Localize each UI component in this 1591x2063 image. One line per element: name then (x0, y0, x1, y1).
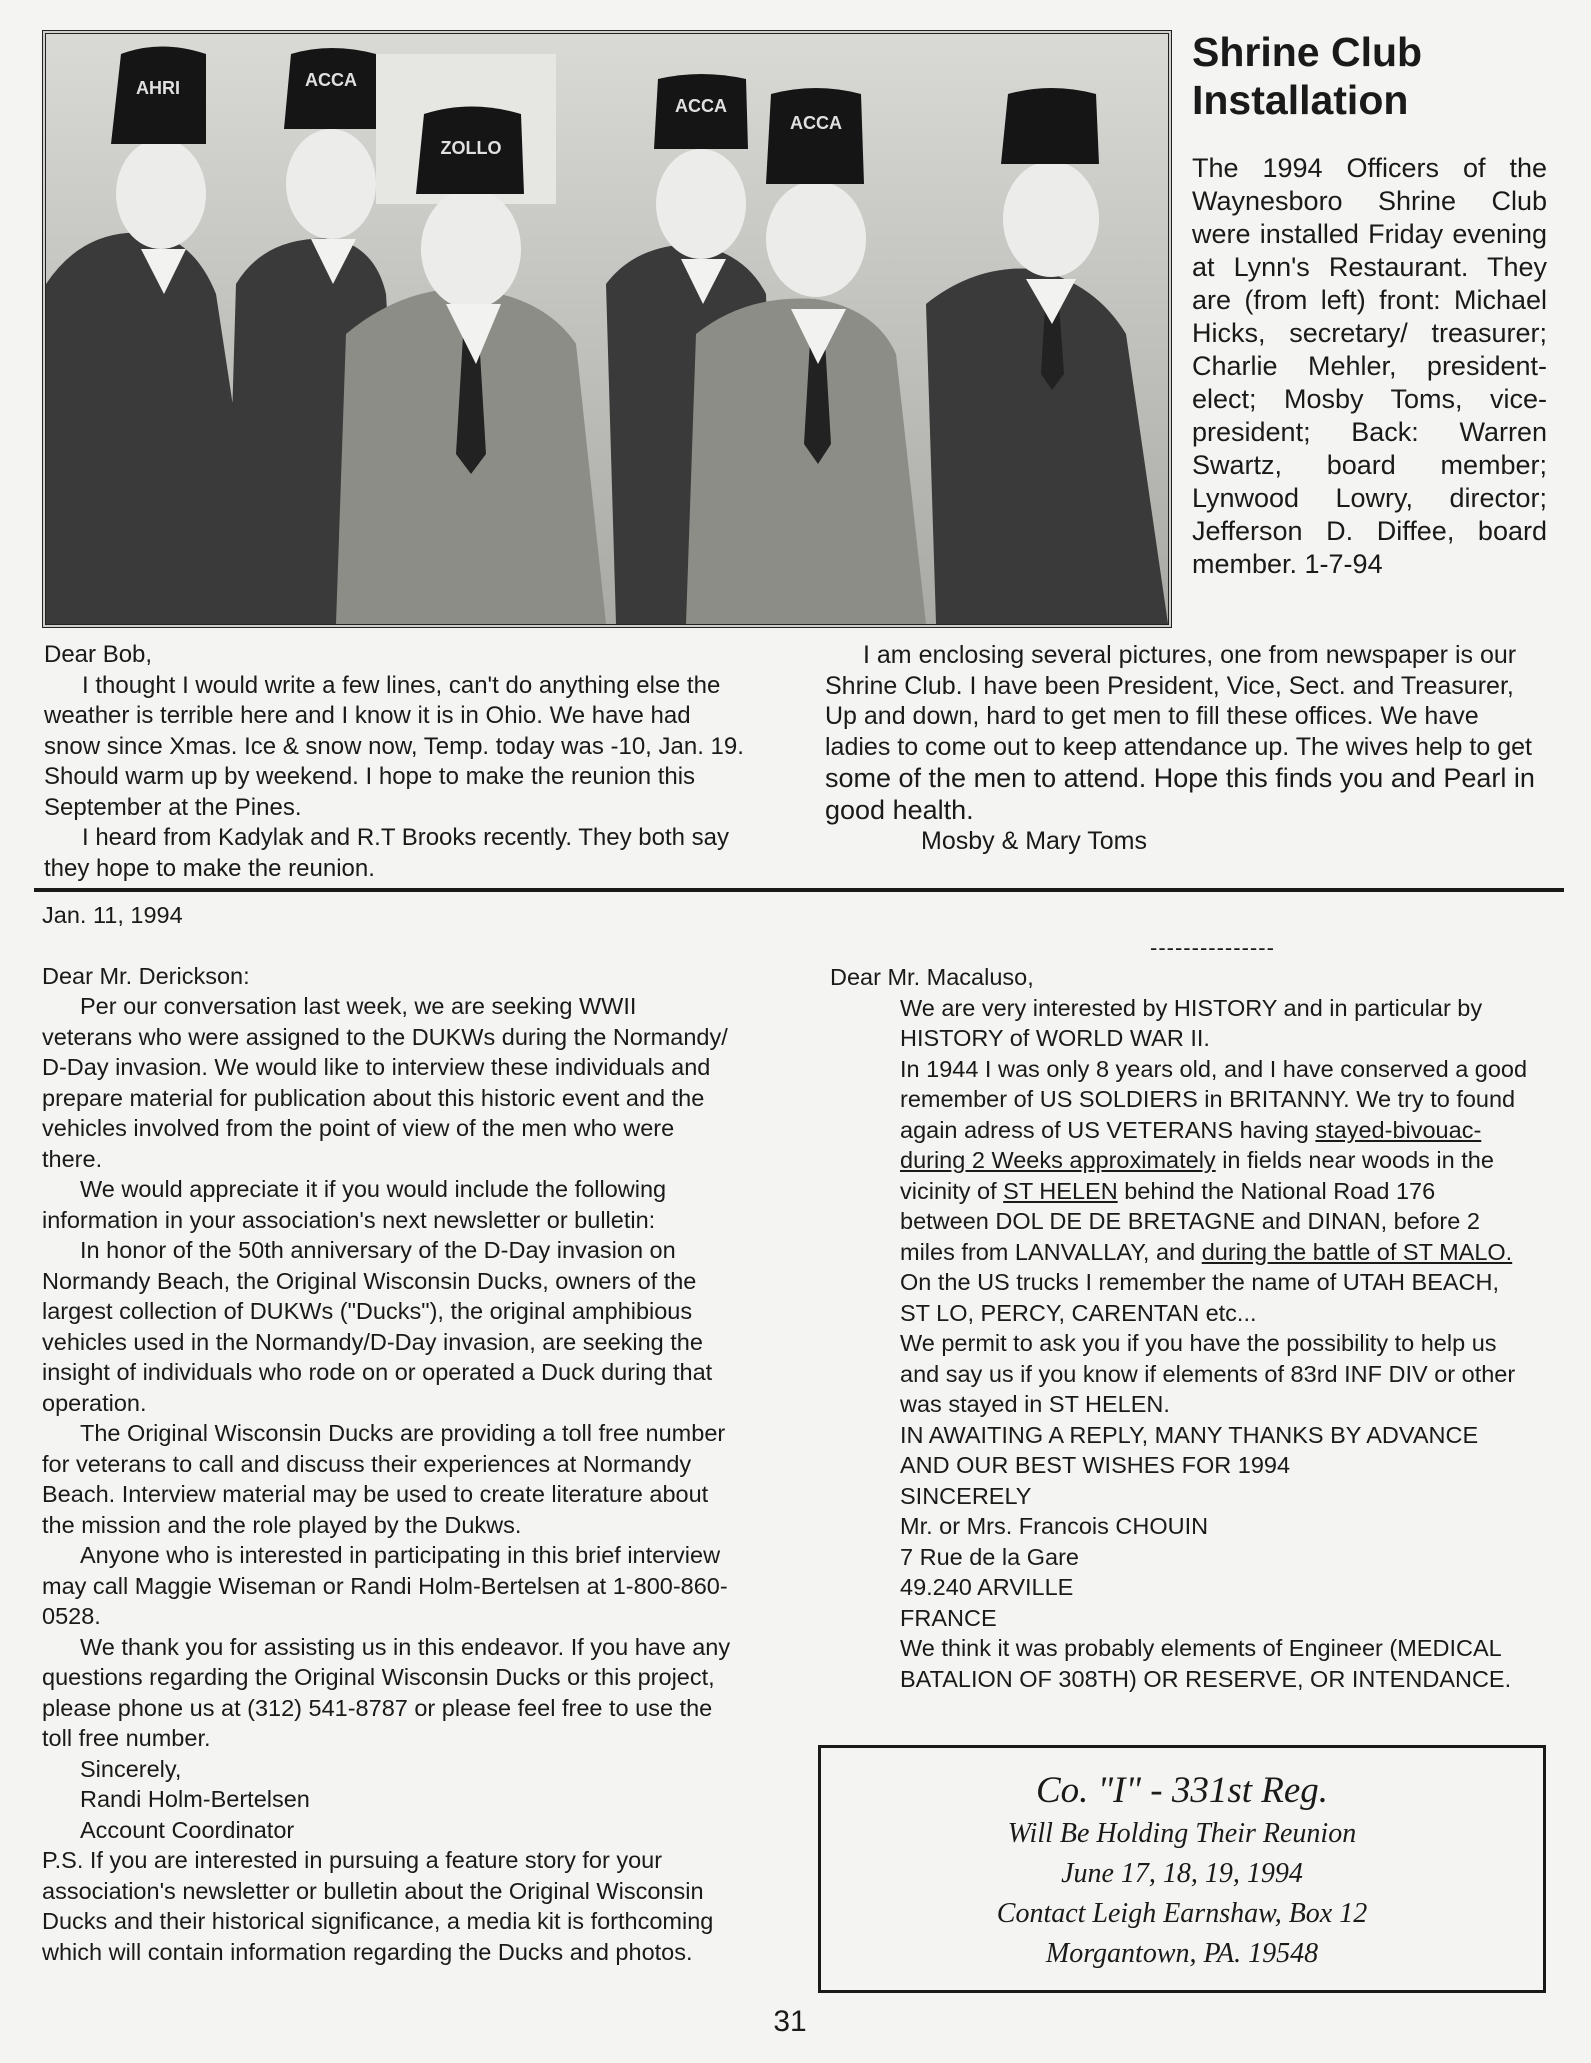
ducks-name: Randi Holm-Bertelsen (80, 1786, 310, 1812)
shrine-title-line1: Shrine Club (1192, 29, 1423, 75)
chouin-text: behind the National Road 176 between DOL DE DE BRETAGNE and DINAN, before 2 miles from LANVALLAY, and (900, 1177, 1480, 1265)
fez-text: ACCA (305, 70, 357, 90)
chouin-address: 7 Rue de la Gare (900, 1543, 1079, 1570)
ducks-paragraph: Per our conversation last week, we are seeking WWII veterans who were assigned to the DUKWs during the Normandy/ D-Day invasion. We would like to interview these individuals and prepare material for publication about this historic event and the vehicles involved from the point of view of the men who were there. (42, 993, 728, 1172)
chouin-paragraph: We think it was probably elements of Engineer (MEDICAL BATALION OF 308TH) OR RESERVE, OR INTENDANCE. (900, 1635, 1512, 1692)
reunion-contact: Contact Leigh Earnshaw, Box 12 (996, 1898, 1368, 1929)
chouin-salutation: Dear Mr. Macaluso, (830, 964, 1034, 990)
bob-salutation: Dear Bob, (44, 641, 153, 668)
section-divider (34, 888, 1564, 892)
ducks-salutation: Dear Mr. Derickson: (42, 962, 250, 989)
chouin-address: FRANCE (900, 1604, 997, 1631)
shrine-title-line2: Installation (1192, 77, 1409, 123)
ducks-paragraph: In honor of the 50th anniversary of the D-Day invasion on Normandy Beach, the Original Wisconsin Ducks, owners of the largest collection of DUKWs ("Ducks"), the original amphibious vehicles used in the Normandy/D-Day invasion, are seeking the insight of individuals who rode on or operated a Duck during that operation. (42, 1237, 713, 1416)
chouin-paragraph (830, 1054, 1530, 1268)
ducks-paragraph: Anyone who is interested in participating in this brief interview may call Maggie Wiseman or Randi Holm-Bertelsen at 1-800-860-0528. (42, 1542, 728, 1629)
fez-text: ACCA (675, 96, 727, 116)
shrine-club-title (1192, 28, 1562, 124)
dashes-separator: --------------- (1150, 935, 1275, 960)
shrine-caption: The 1994 Officers of the Waynesboro Shrine Club were installed Friday evening at Lynn's Restaurant. They are (from left) front: Michael Hicks, secretary/ treasurer; Charlie Mehler, president-elect; Mosby Toms, vice-president; Back: Warren Swartz, board member; Lynwood Lowry, director; Jefferson D. Diffee, board member. 1-7-94 (1192, 153, 1547, 579)
ducks-paragraph: We thank you for assisting us in this endeavor. If you have any questions regarding the Original Wisconsin Ducks or this project, please phone us at (312) 541-8787 or please feel free to use the toll free number. (42, 1633, 731, 1751)
reunion-address: Morgantown, PA. 19548 (1045, 1938, 1319, 1969)
ducks-paragraph: The Original Wisconsin Ducks are providing a toll free number for veterans to call and discuss their experiences at Normandy Beach. Interview material may be used to create literature about the mission and the role played by the Dukws. (42, 1420, 726, 1538)
mosby-signature: Mosby & Mary Toms (921, 827, 1147, 855)
fez-text: ACCA (790, 113, 842, 133)
chouin-paragraph: On the US trucks I remember the name of UTAH BEACH, ST LO, PERCY, CARENTAN etc... (900, 1269, 1500, 1326)
ducks-closing: Sincerely, (80, 1755, 182, 1782)
chouin-address: 49.240 ARVILLE (900, 1574, 1074, 1600)
letter-date: Jan. 11, 1994 (42, 902, 183, 928)
chouin-name: Mr. or Mrs. Francois CHOUIN (900, 1513, 1209, 1539)
ducks-role: Account Coordinator (80, 1816, 295, 1843)
page-number: 31 (773, 2005, 807, 2038)
reunion-unit: Co. "I" - 331st Reg. (1035, 1770, 1329, 1811)
chouin-paragraph: We permit to ask you if you have the possibility to help us and say us if you know if elements of 83rd INF DIV or other was stayed in ST HELEN. (900, 1330, 1516, 1417)
chouin-letter (830, 962, 1530, 1694)
chouin-text: in fields near woods in the vicinity of (900, 1147, 1494, 1204)
mosby-letter (825, 640, 1535, 857)
fez-text: ZOLLO (440, 138, 502, 158)
reunion-notice (818, 1745, 1546, 1993)
bob-letter (44, 640, 744, 884)
ducks-postscript: P.S. If you are interested in pursuing a feature story for your association's newsletter or bulletin about the Original Wisconsin Ducks and their historical significance, a media kit is forthcoming which will contain information regarding the Ducks and photos. (42, 1847, 714, 1965)
ducks-paragraph: We would appreciate it if you would include the following information in your association's next newsletter or bulletin: (42, 1176, 667, 1233)
bob-paragraph: I heard from Kadylak and R.T Brooks recently. They both say they hope to make the reunion. (44, 824, 729, 882)
chouin-paragraph: We are very interested by HISTORY and in particular by HISTORY of WORLD WAR II. (900, 994, 1483, 1051)
chouin-underlined: ST HELEN (1003, 1177, 1118, 1204)
group-photo-icon (46, 34, 1168, 624)
chouin-underlined: stayed-bivouac-during 2 Weeks approximately (900, 1116, 1482, 1173)
chouin-paragraph: IN AWAITING A REPLY, MANY THANKS BY ADVANCE AND OUR BEST WISHES FOR 1994 (900, 1421, 1479, 1478)
chouin-closing: SINCERELY (900, 1482, 1032, 1509)
mosby-paragraph: I am enclosing several pictures, one from newspaper is our Shrine Club. I have been President, Vice, Sect. and Treasurer, Up and down, hard to get men to fill these offices. We have ladies to come out to keep attendance up. The wives help to get (825, 641, 1532, 761)
bob-paragraph: I thought I would write a few lines, can't do anything else the weather is terrible here and I know it is in Ohio. We have had snow since Xmas. Ice & snow now, Temp. today was -10, Jan. 19. Should warm up by weekend. I hope to make the reunion this September at the Pines. (44, 671, 744, 821)
fez-text: AHRI (136, 78, 180, 98)
ducks-letter (42, 900, 732, 1967)
chouin-underlined: during the battle of ST MALO. (1201, 1238, 1513, 1265)
mosby-paragraph-large: some of the men to attend. Hope this finds you and Pearl in good health. (825, 763, 1535, 825)
chouin-text: In 1944 I was only 8 years old, and I have conserved a good remember of US SOLDIERS in BRITANNY. We try to found again adress of US VETERANS having (900, 1055, 1528, 1143)
reunion-line: Will Be Holding Their Reunion (1007, 1818, 1357, 1849)
shrine-club-photo (42, 30, 1172, 628)
reunion-dates: June 17, 18, 19, 1994 (1061, 1858, 1303, 1889)
